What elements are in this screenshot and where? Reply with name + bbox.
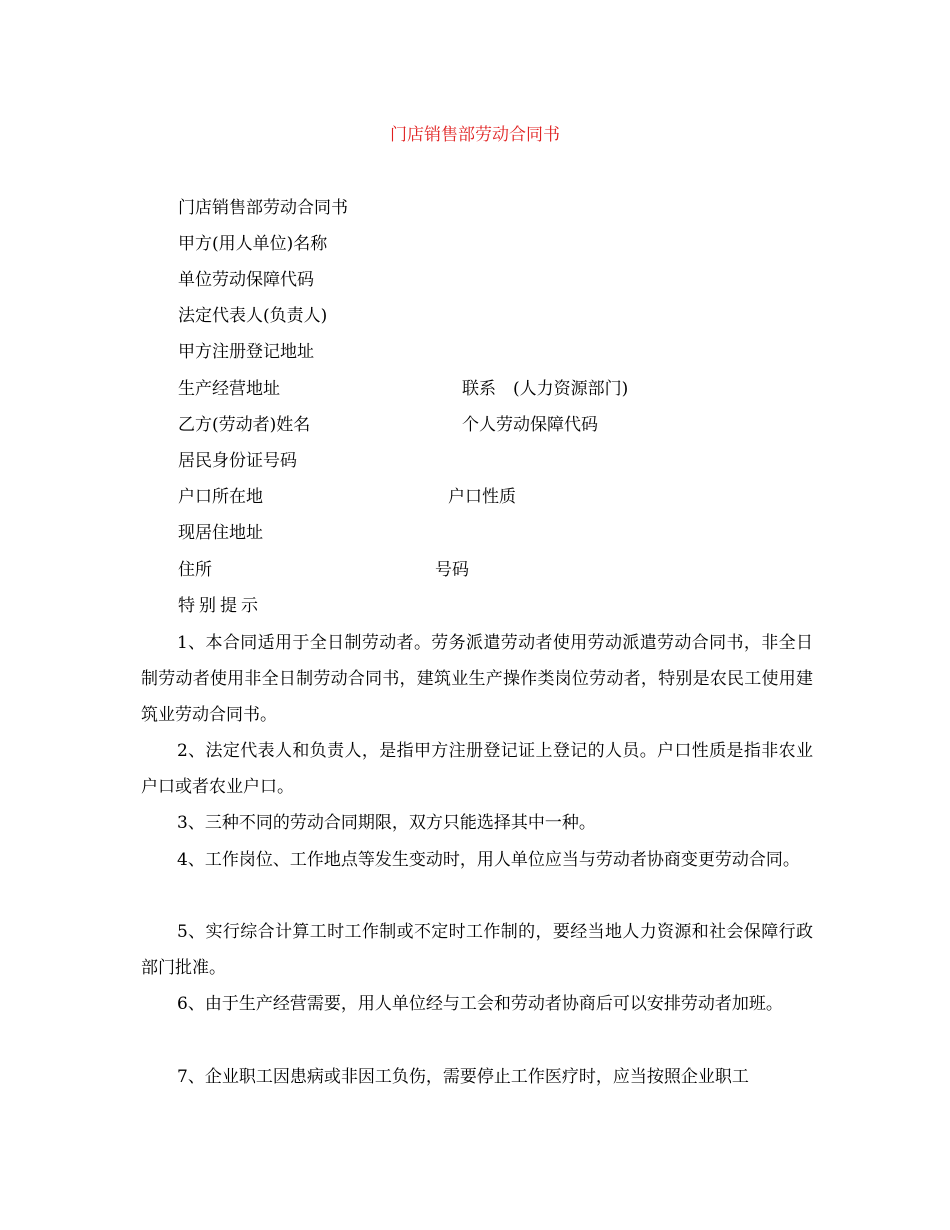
legal-rep-label: 法定代表人(负责人) [178, 306, 328, 326]
notice-paragraph: 1、本合同适用于全日制劳动者。劳务派遣劳动者使用劳动派遣劳动合同书，非全日制劳动者使用非全日制劳动合同书，建筑业生产操作类岗位劳动者，特别是农民工使用建筑业劳动合同书。 [141, 633, 813, 725]
id-number-line [178, 450, 297, 472]
current-address-line [178, 522, 263, 544]
legal-rep-line [178, 305, 327, 327]
notice-paragraph: 2、法定代表人和负责人，是指甲方注册登记证上登记的人员。户口性质是指非农业户口或者农业户口。 [141, 741, 813, 797]
document-title: 门店销售部劳动合同书 [390, 125, 560, 145]
current-address-label: 现居住地址 [178, 523, 263, 543]
residence-label: 住所 [178, 560, 212, 580]
contact-label: 联系 (人力资源部门) [462, 379, 629, 399]
business-address-line [178, 378, 629, 400]
employee-name-label: 乙方(劳动者)姓名 [178, 415, 311, 435]
personal-code-label: 个人劳动保障代码 [462, 415, 598, 435]
unit-code-label: 单位劳动保障代码 [178, 270, 314, 290]
employer-name-line [178, 233, 327, 255]
number-label: 号码 [435, 560, 469, 580]
employer-name-label: 甲方(用人单位)名称 [178, 234, 328, 254]
hukou-location-label: 户口所在地 [178, 487, 263, 507]
heading-line [178, 197, 348, 219]
reg-address-line [178, 341, 314, 363]
residence-line [178, 559, 469, 581]
contract-heading: 门店销售部劳动合同书 [178, 198, 348, 218]
id-number-label: 居民身份证号码 [178, 451, 297, 471]
reg-address-label: 甲方注册登记地址 [178, 342, 314, 362]
unit-code-line [178, 269, 314, 291]
notice-paragraph: 5、实行综合计算工时工作制或不定时工作制的，要经当地人力资源和社会保障行政部门批准。 [141, 922, 813, 978]
hukou-line [178, 486, 516, 508]
special-notice-line [178, 595, 262, 617]
notice-paragraph: 7、企业职工因患病或非因工负伤，需要停止工作医疗时，应当按照企业职工 [177, 1067, 749, 1087]
hukou-type-label: 户口性质 [448, 487, 516, 507]
notice-paragraph: 6、由于生产经营需要，用人单位经与工会和劳动者协商后可以安排劳动者加班。 [177, 994, 783, 1014]
notice-paragraph: 4、工作岗位、工作地点等发生变动时，用人单位应当与劳动者协商变更劳动合同。 [177, 850, 800, 870]
special-notice-heading: 特别提示 [178, 596, 262, 616]
employee-name-line [178, 414, 598, 436]
notice-paragraph: 3、三种不同的劳动合同期限，双方只能选择其中一种。 [177, 813, 596, 833]
business-address-label: 生产经营地址 [178, 379, 280, 399]
